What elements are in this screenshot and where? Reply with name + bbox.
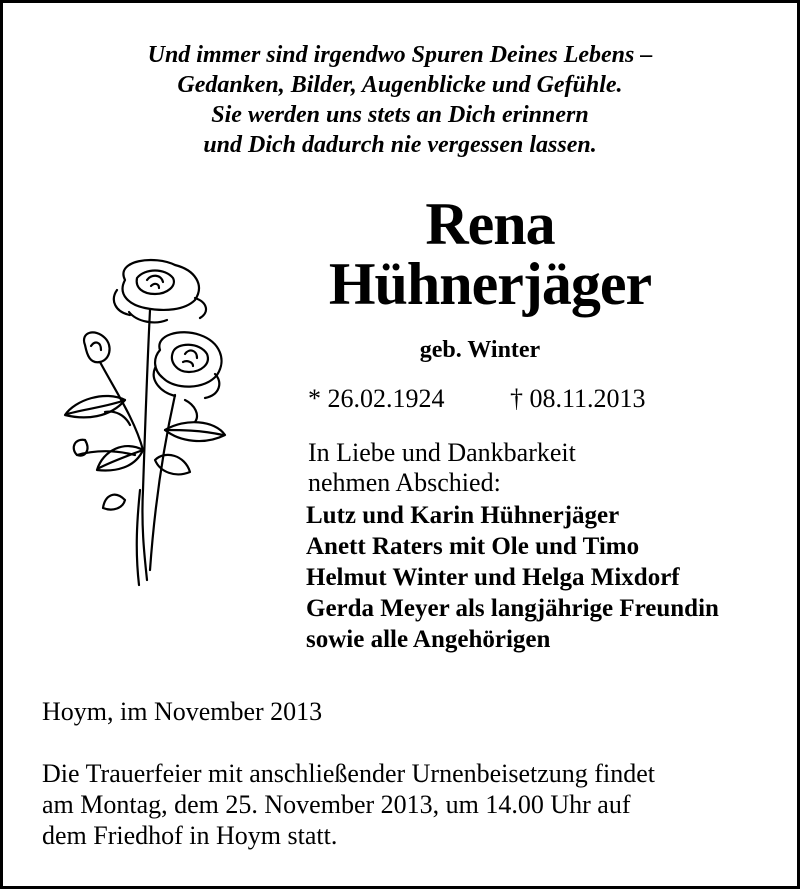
mourner-entry: Gerda Meyer als langjährige Freundin bbox=[306, 595, 719, 622]
life-dates bbox=[308, 384, 646, 414]
birth-date: * 26.02.1924 bbox=[308, 384, 445, 413]
place-and-date: Hoym, im November 2013 bbox=[42, 697, 323, 726]
death-date: † 08.11.2013 bbox=[510, 384, 646, 413]
poem-line: Und immer sind irgendwo Spuren Deines Lebens – bbox=[147, 42, 653, 68]
intro-line: In Liebe und Dankbarkeit bbox=[308, 438, 576, 467]
ceremony-line: am Montag, dem 25. November 2013, um 14.00 Uhr auf bbox=[42, 790, 631, 819]
poem-verse bbox=[0, 40, 800, 160]
rose-drawing-icon bbox=[55, 250, 235, 595]
mourner-entry: Lutz und Karin Hühnerjäger bbox=[306, 502, 620, 529]
poem-line: Gedanken, Bilder, Augenblicke und Gefühle. bbox=[177, 72, 623, 98]
poem-line: Sie werden uns stets an Dich erinnern bbox=[211, 102, 589, 128]
deceased-last-name: Hühnerjäger bbox=[328, 251, 652, 317]
farewell-intro bbox=[308, 438, 576, 498]
poem-line: und Dich dadurch nie vergessen lassen. bbox=[203, 132, 597, 158]
mourner-entry: sowie alle Angehörigen bbox=[306, 626, 551, 653]
maiden-name: geb. Winter bbox=[419, 337, 541, 363]
intro-line: nehmen Abschied: bbox=[308, 468, 501, 497]
deceased-first-name: Rena bbox=[425, 191, 555, 257]
ceremony-notice bbox=[42, 758, 760, 851]
ceremony-line: Die Trauerfeier mit anschließender Urnenbeisetzung findet bbox=[42, 759, 655, 788]
mourner-entry: Helmut Winter und Helga Mixdorf bbox=[306, 564, 680, 591]
mourner-entry: Anett Raters mit Ole und Timo bbox=[306, 533, 640, 560]
ceremony-line: dem Friedhof in Hoym statt. bbox=[42, 821, 338, 850]
mourners-list bbox=[306, 500, 719, 655]
